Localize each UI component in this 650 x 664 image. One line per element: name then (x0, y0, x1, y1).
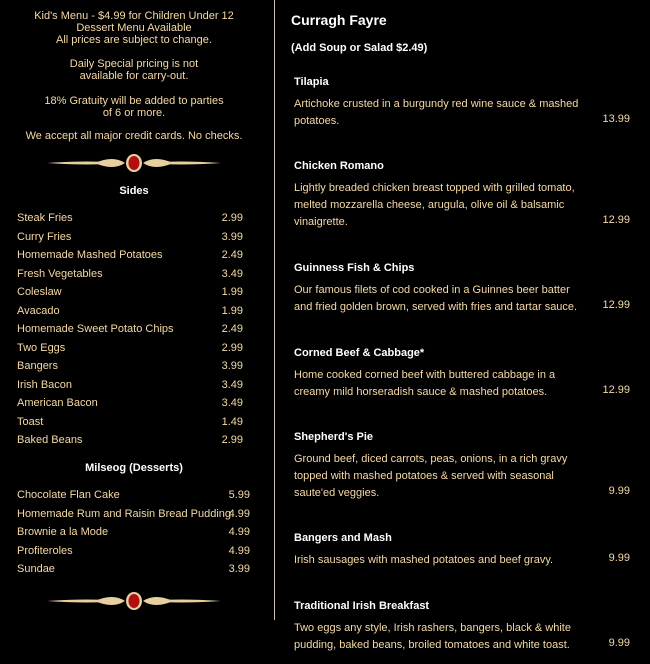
side-item-price: 2.99 (221, 434, 243, 446)
side-item (17, 397, 243, 413)
special-pricing-notice (0, 58, 268, 82)
notice-line: Dessert Menu Available (76, 22, 192, 34)
side-item (17, 231, 243, 247)
dessert-item-price: 4.99 (228, 526, 250, 538)
notice-line: 18% Gratuity will be added to parties (44, 95, 224, 107)
dessert-item-price: 3.99 (228, 563, 250, 575)
dish-price: 9.99 (608, 552, 630, 564)
gratuity-notice (0, 95, 268, 119)
side-item-price: 3.49 (221, 378, 243, 391)
dish-price: 9.99 (608, 637, 630, 649)
dessert-item (17, 489, 250, 505)
side-item-price: 1.99 (221, 304, 243, 317)
notice-line: Kid's Menu - $4.99 for Children Under 12 (34, 10, 234, 22)
ornament-divider-icon (45, 153, 223, 173)
dish-description: Two eggs any style, Irish rashers, bangers, black & white pudding, baked beans, broiled tomatoes and white toast. (294, 622, 571, 651)
dish-item (294, 600, 630, 654)
dessert-item (17, 526, 250, 542)
fayre-subtitle: (Add Soup or Salad $2.49) (291, 42, 428, 54)
dish-price: 13.99 (602, 113, 630, 125)
dish-item (294, 262, 630, 316)
dish-description: Home cooked corned beef with buttered cabbage in a creamy mild horseradish sauce & mashed potatoes. (294, 369, 556, 398)
side-item (17, 360, 243, 376)
dessert-item-price: 5.99 (228, 489, 250, 501)
sides-heading: Sides (119, 185, 149, 197)
credit-card-notice (0, 130, 268, 142)
dish-name: Tilapia (294, 76, 329, 88)
notice-line: Daily Special pricing is not (69, 58, 199, 70)
side-item (17, 286, 243, 302)
side-item-name: Coleslaw (17, 286, 62, 298)
dessert-item (17, 544, 250, 561)
side-item-price: 2.99 (221, 341, 243, 354)
side-item (17, 416, 243, 432)
side-item-price: 3.99 (221, 230, 243, 243)
side-item (17, 212, 243, 228)
side-item-name: Steak Fries (17, 212, 73, 224)
dish-name: Shepherd's Pie (294, 431, 374, 443)
dish-name: Guinness Fish & Chips (294, 262, 415, 274)
side-item-name: Fresh Vegetables (17, 267, 103, 280)
side-item-name: Baked Beans (17, 434, 83, 446)
dish-description: Irish sausages with mashed potatoes and beef gravy. (294, 554, 554, 566)
dish-item (294, 347, 630, 401)
side-item-name: Homemade Sweet Potato Chips (17, 323, 174, 335)
right-column (283, 0, 650, 664)
side-item-price: 3.49 (221, 267, 243, 280)
dessert-item-name: Homemade Rum and Raisin Bread Pudding (17, 507, 232, 520)
dish-item (294, 76, 630, 130)
side-item-name: Toast (17, 415, 44, 428)
notice-line: We accept all major credit cards. No checks. (25, 130, 243, 142)
dish-name: Traditional Irish Breakfast (294, 600, 430, 612)
dish-item (294, 431, 630, 502)
dessert-item-name: Chocolate Flan Cake (17, 489, 120, 501)
column-divider (274, 0, 275, 620)
dessert-item-name: Profiteroles (17, 544, 73, 557)
left-column (0, 0, 268, 664)
dish-description: Artichoke crusted in a burgundy red wine sauce & mashed potatoes. (294, 98, 579, 127)
desserts-heading: Milseog (Desserts) (85, 462, 183, 474)
ornament-divider-icon (45, 591, 223, 611)
dessert-item (17, 563, 250, 579)
dessert-item-price: 4.99 (228, 544, 250, 557)
kids-menu-notice (0, 10, 268, 46)
fayre-title: Curragh Fayre (291, 12, 387, 28)
side-item-name: Homemade Mashed Potatoes (17, 249, 163, 261)
side-item-name: Avacado (17, 304, 60, 317)
notice-line: All prices are subject to change. (56, 34, 212, 46)
dish-price: 12.99 (602, 299, 630, 311)
side-item (17, 305, 243, 321)
side-item-name: Bangers (17, 360, 58, 372)
dessert-item-name: Brownie a la Mode (17, 526, 109, 538)
dish-name: Corned Beef & Cabbage* (294, 347, 425, 359)
side-item (17, 268, 243, 284)
dish-price: 12.99 (602, 214, 630, 226)
side-item-name: Irish Bacon (17, 378, 73, 391)
dish-name: Bangers and Mash (294, 532, 392, 544)
side-item (17, 249, 243, 265)
side-item-price: 1.49 (221, 415, 243, 428)
side-item (17, 323, 243, 339)
dish-description: Our famous filets of cod cooked in a Guinnes beer batter and fried golden brown, served with fries and tartar sauce. (294, 284, 578, 313)
side-item (17, 379, 243, 395)
dish-description: Ground beef, diced carrots, peas, onions, in a rich gravy topped with mashed potatoes & served with seasonal saute'ed veggies. (294, 453, 568, 499)
dessert-item-name: Sundae (17, 563, 55, 575)
dish-item (294, 532, 630, 569)
side-item-price: 1.99 (221, 286, 243, 298)
side-item-price: 3.49 (221, 397, 243, 409)
dish-name: Chicken Romano (294, 160, 384, 172)
dish-item (294, 160, 630, 231)
notice-line: available for carry-out. (79, 70, 189, 82)
side-item-price: 3.99 (221, 360, 243, 372)
side-item (17, 342, 243, 358)
side-item-price: 2.49 (221, 249, 243, 261)
dessert-item-price: 4.99 (228, 507, 250, 520)
side-item-name: Curry Fries (17, 230, 72, 243)
dish-price: 9.99 (608, 485, 630, 497)
side-item-name: Two Eggs (17, 341, 66, 354)
dish-price: 12.99 (602, 384, 630, 396)
side-item-name: American Bacon (17, 397, 98, 409)
side-item-price: 2.49 (221, 323, 243, 335)
side-item-price: 2.99 (221, 212, 243, 224)
dessert-item (17, 507, 250, 524)
side-item (17, 434, 243, 450)
notice-line: of 6 or more. (102, 107, 166, 119)
dish-description: Lightly breaded chicken breast topped with grilled tomato, melted mozzarella cheese, arugula, olive oil & balsamic vinaigrette. (294, 182, 575, 228)
